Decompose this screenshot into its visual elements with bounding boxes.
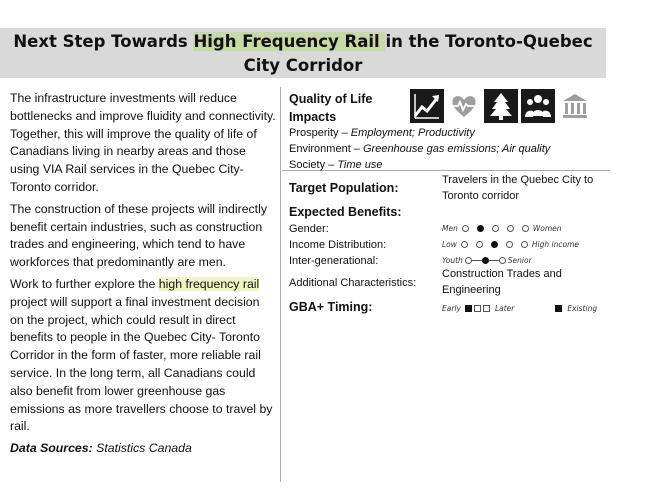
intergenerational-label: Inter-generational:: [289, 255, 379, 267]
paragraph-3: [10, 276, 276, 436]
gender-scale: [442, 222, 562, 234]
health-heart-icon: [447, 89, 481, 123]
gba-box-2: [474, 305, 481, 312]
good-governance-building-icon: [558, 89, 592, 123]
target-population-label: Target Population:: [289, 181, 399, 195]
gba-later-label: Later: [494, 303, 515, 313]
additional-characteristics-label: Additional Characteristics:: [289, 277, 417, 289]
gender-right-label: Women: [532, 223, 562, 233]
gender-option-1: [462, 225, 469, 232]
society-line: [289, 157, 550, 173]
description-column: [10, 90, 276, 458]
intergenerational-scale: [442, 254, 532, 266]
gba-existing-box: [555, 305, 562, 312]
paragraph-3-post: project will support a final investment decision on the project, which could result in direct benefits to people in the Quebec City- Toronto Corridor in the form of faster, more reliable rail service. In the long term, all Canadians could also benefit from lower greenhouse gas emissions as more travellers choose to travel by rail.: [10, 294, 273, 434]
income-left-label: Low: [442, 239, 457, 249]
paragraph-3-pre: Work to further explore the: [10, 276, 159, 291]
gender-left-label: Men: [442, 223, 458, 233]
environment-tree-icon: [484, 89, 518, 123]
income-option-5: [521, 241, 528, 248]
title-part1: Next Step Towards: [13, 32, 194, 51]
data-sources-label: Data Sources:: [10, 441, 93, 456]
paragraph-2: The construction of these projects will indirectly benefit certain industries, such as construction trades and engineering, which tend to have workforces that predominantly are men.: [10, 201, 267, 270]
page-title: [0, 28, 606, 78]
inter-option-2: [482, 257, 489, 264]
data-sources: [10, 440, 276, 458]
target-population-value: Travelers in the Quebec City to Toronto corridor: [442, 174, 594, 202]
gender-label: Gender:: [289, 223, 329, 235]
paragraph-3-highlight: high frequency rail: [158, 276, 260, 291]
qol-icons: [410, 89, 592, 123]
gba-early-label: Early: [442, 303, 461, 313]
gender-option-4: [507, 225, 514, 232]
income-option-2: [476, 241, 483, 248]
income-option-1: [461, 241, 468, 248]
expected-benefits-label: Expected Benefits:: [289, 205, 402, 219]
income-label: Income Distribution:: [289, 239, 387, 251]
gba-existing-label: Existing: [567, 303, 598, 313]
title-part2: in the Toronto-Quebec City Corridor: [243, 32, 593, 75]
income-right-label: High income: [531, 239, 579, 249]
income-option-3: [491, 241, 498, 248]
prosperity-chart-icon: [410, 89, 444, 123]
gba-timing-scale: [442, 302, 597, 314]
income-scale: [442, 238, 579, 250]
gender-option-5: [522, 225, 529, 232]
gba-box-1: [465, 305, 472, 312]
paragraph-1: The infrastructure investments will reduce bottlenecks and improve fluidity and connectivity. Together, this will improve the quality of life of Canadians living in nearby areas and those using VIA Rail services in the Quebec City-Toronto corridor.: [10, 91, 276, 194]
column-divider: [280, 87, 281, 482]
prosperity-line: [289, 125, 550, 141]
inter-right-label: Senior: [507, 255, 532, 265]
gender-option-3: [492, 225, 499, 232]
prosperity-label: Prosperity –: [289, 127, 351, 139]
environment-label: Environment –: [289, 143, 363, 155]
prosperity-value: Employment; Productivity: [350, 127, 475, 139]
society-value: Time use: [337, 159, 383, 171]
inter-option-3: [499, 257, 506, 264]
qol-impacts: [289, 125, 550, 173]
data-sources-value: Statistics Canada: [92, 441, 192, 456]
environment-line: [289, 141, 550, 157]
environment-value: Greenhouse gas emissions; Air quality: [362, 143, 551, 155]
society-people-icon: [521, 89, 555, 123]
gba-box-3: [483, 305, 490, 312]
qol-title: Quality of Life Impacts: [289, 92, 373, 124]
society-label: Society –: [289, 159, 338, 171]
gender-option-2: [477, 225, 484, 232]
gba-timing-label: GBA+ Timing:: [289, 300, 373, 314]
inter-option-1: [465, 257, 472, 264]
additional-characteristics-value: Construction Trades and Engineering: [442, 268, 562, 296]
income-option-4: [506, 241, 513, 248]
title-highlight: High Frequency Rail: [193, 32, 386, 51]
inter-left-label: Youth: [442, 255, 463, 265]
